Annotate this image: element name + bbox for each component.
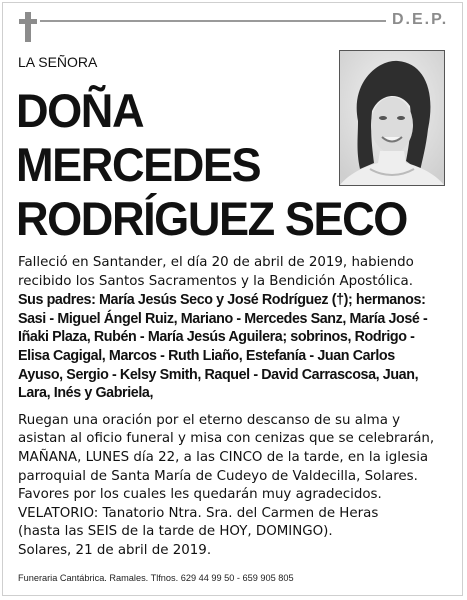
family-list <box>18 291 448 403</box>
family-line: Elisa Cagigal, Marcos - Ruth Liaño, Estefanía - Juan Carlos <box>18 347 395 364</box>
cross-icon <box>19 12 37 42</box>
family-line: Sus padres: María Jesús Seco y José Rodríguez (†); hermanos: <box>18 292 426 309</box>
death-line: Falleció en Santander, el día 20 de abril de 2019, habiendo <box>18 255 414 270</box>
family-line: Ayuso, Sergio - Kelsy Smith, Raquel - David Carrascosa, Juan, <box>18 366 419 383</box>
service-line: asistan al oficio funeral y misa con cenizas que se celebrarán, <box>18 431 435 447</box>
family-line: Iñaki Plaza, Rubén - María Jesús Aguilera; sobrinos, Rodrigo - <box>18 329 415 346</box>
funeral-home-footer: Funeraria Cantábrica. Ramales. Tlfnos. 629 44 99 50 - 659 905 805 <box>18 573 294 583</box>
service-line: (hasta las SEIS de la tarde de HOY, DOMINGO). <box>18 524 333 540</box>
name-line-3: RODRÍGUEZ SECO <box>16 192 407 245</box>
name-line-1: DOÑA <box>16 84 144 137</box>
death-line: recibido los Santos Sacramentos y la Bendición Apostólica. <box>18 273 413 289</box>
service-line: VELATORIO: Tanatorio Ntra. Sra. del Carmen de Heras <box>18 505 379 521</box>
service-line: MAÑANA, LUNES día 22, a las CINCO de la tarde, en la iglesia <box>18 449 429 465</box>
notice-body <box>18 254 448 561</box>
dep-label: D.E.P. <box>392 11 449 28</box>
death-announcement <box>18 254 448 291</box>
family-line: Sasi - Miguel Ángel Ruiz, Mariano - Mercedes Sanz, María José - <box>18 310 428 327</box>
portrait-photo <box>339 50 445 186</box>
service-line: Ruegan una oración por el eterno descanso de su alma y <box>18 412 401 428</box>
portrait-image <box>340 51 444 185</box>
service-line: Favores por los cuales les quedarán muy agradecidos. <box>18 487 382 503</box>
header-rule <box>40 20 386 22</box>
honorific: LA SEÑORA <box>18 54 98 70</box>
place-date: Solares, 21 de abril de 2019. <box>18 542 212 558</box>
service-line: parroquial de Santa María de Cudeyo de Valdecilla, Solares. <box>18 468 418 484</box>
family-line: Lara, Inés y Gabriela, <box>18 385 154 402</box>
name-line-2: MERCEDES <box>16 138 261 191</box>
service-details <box>18 412 448 561</box>
